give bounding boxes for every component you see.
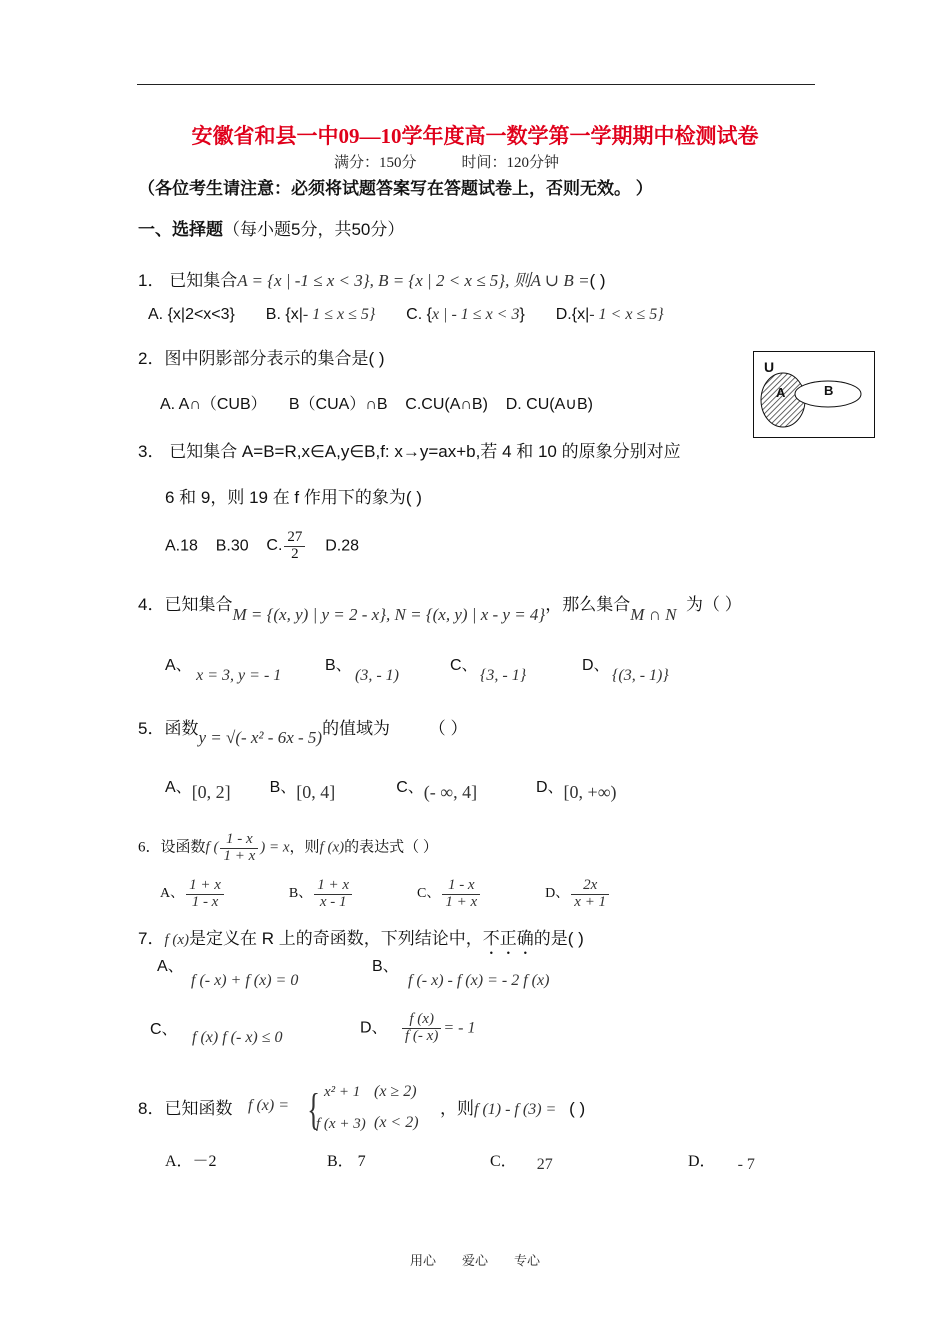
question-4: [138, 590, 742, 624]
q4-option-b: B、 (3, - 1): [325, 657, 399, 684]
q4-text2: ，那么集合: [545, 595, 631, 614]
q3-option-d: D.28: [325, 537, 359, 555]
q2-option-a: A. A∩（CUB）: [160, 396, 267, 413]
question-2: [138, 344, 385, 369]
q5-option-d: D、[0, +∞): [535, 779, 617, 802]
q8-option-b: B． 7: [327, 1153, 366, 1170]
page-footer: 用心 爱心 专心: [409, 1253, 540, 1268]
q6-options: [160, 878, 611, 911]
q8-option-d: D． - 7: [688, 1153, 755, 1173]
q1-option-c: C. {x | - 1 ≤ x < 3}: [406, 306, 525, 323]
q8-option-a: A．－2: [165, 1153, 217, 1170]
q1-set-b: , B = {x | 2 < x ≤ 5}: [369, 271, 506, 290]
q3-option-b: B.30: [215, 537, 249, 555]
q7-option-c: C、 f (x) f (- x) ≤ 0: [150, 1021, 283, 1046]
q8-option-c: C． 27: [490, 1153, 553, 1173]
q5-text2: 的值域为: [322, 719, 391, 738]
q4-option-a: A、 x = 3, y = - 1: [165, 657, 282, 684]
q5-option-a: A、[0, 2]: [165, 779, 231, 802]
q5-text: 函数: [164, 719, 199, 738]
q4-text3: 为（ ）: [685, 595, 742, 614]
q6-option-b: B、 $\frac{1 + x}{x - 1}$: [289, 886, 354, 901]
section-heading: [138, 215, 404, 240]
q5-paren: （ ）: [428, 719, 468, 738]
q8-expr2: f (1) - f (3) =: [474, 1101, 557, 1118]
q3-option-a: A.18: [165, 537, 198, 555]
q7-text2: 的是( ): [533, 929, 584, 948]
q7-option-b: B、 f (- x) - f (x) = - 2 f (x): [372, 958, 550, 989]
q5-number: 5．: [138, 719, 165, 738]
question-5: [138, 714, 468, 747]
question-8: [138, 1094, 232, 1119]
q3-number: 3．: [138, 442, 165, 461]
q8-cond1: (x ≥ 2): [374, 1083, 417, 1100]
q6-text: 设函数: [160, 839, 206, 856]
q5-options: [165, 774, 845, 802]
q1-set-a: A = {x | -1 ≤ x < 3}: [237, 271, 370, 290]
q8-brace: {: [307, 1085, 320, 1134]
q1-number: 1．: [138, 271, 165, 290]
question-1: [138, 266, 606, 291]
q4-option-d: D、 {(3, - 1)}: [582, 657, 669, 684]
section-title: 一、选择题: [138, 220, 223, 239]
q8-text2: ，则: [440, 1099, 474, 1118]
q2-option-b: B（CUA）∩B: [288, 396, 388, 413]
section-note: （每小题5分，共50分）: [223, 220, 405, 239]
q8-cond2: (x < 2): [374, 1114, 419, 1131]
q6-option-d: D、 $\frac{2x}{x + 1}$: [545, 886, 611, 901]
question-3: [138, 437, 681, 462]
q3-options: [165, 530, 359, 563]
q8-case2: f (x + 3): [316, 1116, 366, 1132]
q7-emphasis: 不正确: [482, 929, 534, 948]
q3-text-line2: 6 和 9，则 19 在 f 作用下的象为( ): [165, 488, 422, 507]
venn-diagram: [753, 351, 875, 438]
q4-option-c: C、 {3, - 1}: [450, 657, 527, 684]
q8-text: 已知函数: [164, 1099, 233, 1118]
q7-option-a: A、 f (- x) + f (x) = 0: [157, 958, 299, 989]
q4-expr: M = {(x, y) | y = 2 - x}, N = {(x, y) | x - y = 4}: [232, 605, 546, 624]
question-6: 6．设函数f ( $\frac{1 - x}{1 + x}$ ) = x，则f (x)的表达式（ ）: [138, 831, 438, 864]
header-rule: [137, 84, 815, 85]
q6-number: 6．: [138, 839, 161, 856]
q3-text-line1: 已知集合 A=B=R,x∈A,y∈B,f: x→y=ax+b,若 4 和 10 的原象分别对应: [169, 442, 681, 461]
q7-text: 是定义在 R 上的奇函数，下列结论中，: [189, 929, 483, 948]
exam-meta: 满分：150分 时间：120分钟: [334, 155, 560, 171]
q2-options: [160, 391, 593, 414]
q1-ask: , 则A ∪ B =: [505, 271, 590, 290]
q2-option-c: C.CU(A∩B): [405, 396, 488, 413]
q5-option-c: C、(- ∞, 4]: [396, 779, 478, 802]
q5-option-b: B、[0, 4]: [269, 779, 336, 802]
q4-text: 已知集合: [164, 595, 233, 614]
exam-title: 安徽省和县一中09—10学年度高一数学第一学期期中检测试卷: [191, 124, 759, 148]
q7-number: 7．: [138, 929, 165, 948]
q8-number: 8．: [138, 1099, 165, 1118]
q1-option-b: B. {x|- 1 ≤ x ≤ 5}: [265, 306, 376, 323]
exam-notice: （各位考生请注意：必须将试题答案写在答题试卷上，否则无效。 ）: [138, 179, 653, 198]
q1-option-a: A. {x|2<x<3}: [148, 306, 235, 323]
venn-label-b: B: [824, 383, 834, 398]
q1-option-d: D.{x|- 1 < x ≤ 5}: [555, 306, 664, 323]
q8-expr: f (x) =: [248, 1097, 289, 1114]
q7-option-d: D、 $\frac{f (x)}{f (- x)}$ = - 1: [360, 1011, 476, 1044]
q1-text: 已知集合: [169, 271, 238, 290]
q3-option-c: C. $\frac{27}{2}$: [266, 537, 307, 554]
q4-number: 4．: [138, 595, 165, 614]
q2-option-d: D. CU(A∪B): [505, 396, 593, 413]
q8-tail: [440, 1094, 585, 1119]
q6-option-a: A、 $\frac{1 + x}{1 - x}$: [160, 886, 226, 901]
q8-paren: ( ): [569, 1099, 586, 1118]
venn-label-a: A: [776, 385, 786, 400]
q5-expr: y = √(- x² - 6x - 5): [198, 728, 323, 747]
q2-text: 图中阴影部分表示的集合是( ): [164, 349, 385, 368]
q1-paren: ( ): [589, 271, 606, 290]
q4-expr2: M ∩ N: [630, 605, 677, 624]
q7-expr: f (x): [164, 932, 190, 948]
q1-options: [148, 306, 828, 324]
venn-label-u: U: [764, 359, 775, 375]
q6-option-c: C、 $\frac{1 - x}{1 + x}$: [417, 886, 482, 901]
q8-case1: x² + 1: [324, 1084, 361, 1100]
q2-number: 2．: [138, 349, 165, 368]
